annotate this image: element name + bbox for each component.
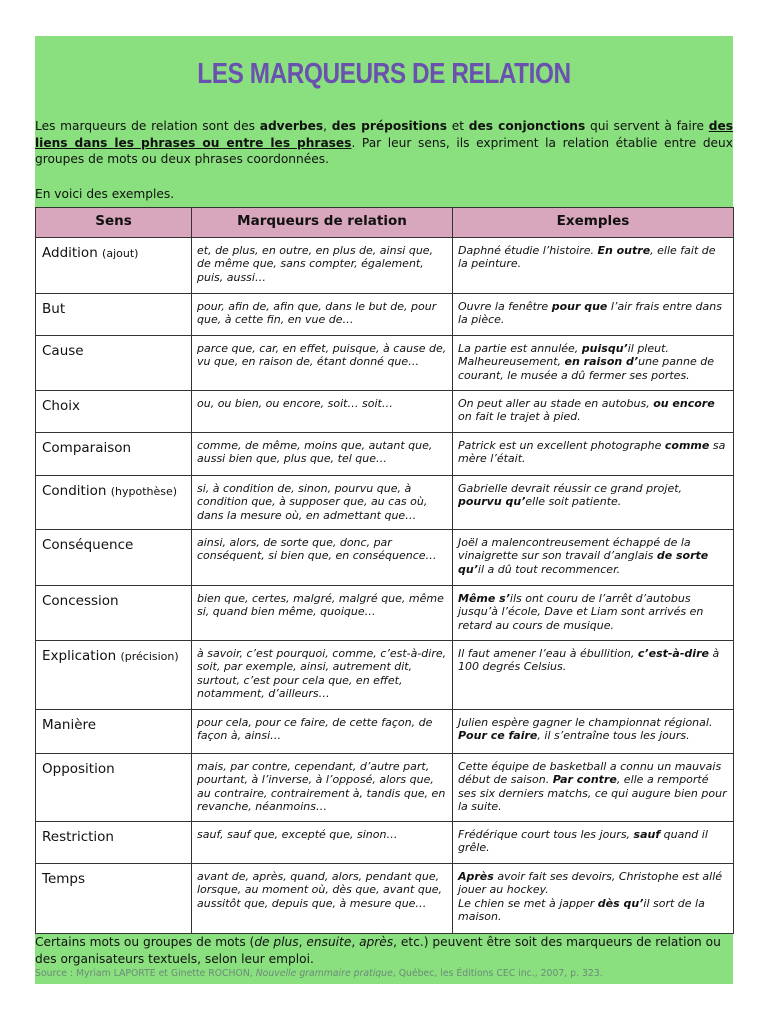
sens-label: Temps — [42, 871, 86, 887]
examples-line: En voici des exemples. — [35, 187, 175, 201]
cell-example — [453, 864, 734, 934]
example-marker: ou encore — [653, 397, 715, 410]
example-text: , il s’entraîne tous les jours. — [537, 729, 690, 743]
sens-label: Opposition — [42, 761, 115, 777]
cell-example — [453, 822, 734, 864]
footer-italic: de plus — [254, 935, 299, 949]
table-row — [36, 822, 734, 864]
example-text: il sort de la maison. — [458, 896, 705, 924]
cell-sens — [36, 294, 192, 336]
example-text: , elle a remporté ses six derniers matchs, ce qui augure bien pour la suite. — [458, 773, 727, 814]
cell-example — [453, 336, 734, 391]
sens-label: But — [42, 301, 66, 317]
example-text: Il faut amener l’eau à ébullition, — [458, 647, 638, 660]
intro-bold-adverbes: adverbes — [259, 119, 324, 133]
cell-example — [453, 238, 734, 294]
example-marker: Après — [458, 870, 494, 883]
table-row — [36, 433, 734, 476]
footer-text: , etc.) peuvent être soit des marqueurs de relation ou des organisateurs textuels, selon leur emploi. — [35, 935, 721, 966]
source-text: Source : Myriam LAPORTE et Ginette ROCHON, — [35, 968, 256, 979]
sens-note: (hypothèse) — [110, 485, 178, 498]
example-text: il a dû tout recommencer. — [477, 562, 621, 576]
cell-example — [453, 530, 734, 586]
example-marker: en raison d’ — [564, 355, 639, 369]
sens-note: (ajout) — [102, 247, 139, 260]
cell-sens — [36, 391, 192, 433]
example-marker: de sorte qu’ — [458, 549, 709, 576]
example-text: Cette équipe de basketball a connu un mauvais début de saison. — [458, 760, 722, 787]
table-row — [36, 476, 734, 530]
example-marker: comme — [664, 439, 710, 452]
cell-example — [453, 586, 734, 641]
sens-label: Cause — [42, 343, 84, 359]
sens-label: Concession — [42, 593, 119, 609]
header-exemples: Exemples — [453, 208, 734, 238]
example-text: Daphné étudie l’histoire. — [458, 244, 598, 257]
example-marker: Par contre — [552, 773, 617, 787]
cell-example — [453, 294, 734, 336]
table-row — [36, 864, 734, 934]
example-text: Frédérique court tous les jours, — [458, 828, 634, 841]
header-marqueurs: Marqueurs de relation — [192, 208, 453, 238]
intro-text: . Par leur sens, ils expriment la relation établie entre deux groupes de mots ou deux phrases coordonnées. — [35, 135, 733, 166]
table-row — [36, 586, 734, 641]
footer-text: , — [351, 935, 360, 949]
cell-sens — [36, 336, 192, 391]
table-row — [36, 530, 734, 586]
example-marker: Pour ce faire — [458, 729, 538, 743]
intro-paragraph — [35, 118, 733, 168]
intro-text: qui servent à faire — [585, 119, 709, 133]
cell-markers: mais, par contre, cependant, d’autre part, pourtant, à l’inverse, à l’opposé, alors que, au contraire, contrairement à, tandis que, en revanche, néanmoins… — [192, 754, 453, 822]
intro-bold-conjonctions: des conjonctions — [468, 119, 586, 133]
sens-label: Comparaison — [42, 440, 132, 456]
sens-label: Choix — [42, 398, 80, 414]
example-text: ils ont couru de l’arrêt d’autobus jusqu’à l’école, Dave et Liam sont arrivés en retard au cours de musique. — [458, 592, 704, 632]
cell-markers: et, de plus, en outre, en plus de, ainsi que, de même que, sans compter, également, puis, aussi… — [192, 238, 453, 294]
sens-label: Manière — [42, 717, 97, 733]
example-marker: Même s’ — [458, 592, 510, 605]
example-marker: pour que — [551, 300, 608, 313]
table-row — [36, 710, 734, 754]
cell-sens — [36, 822, 192, 864]
cell-example — [453, 754, 734, 822]
sens-label: Restriction — [42, 829, 114, 845]
cell-markers: ainsi, alors, de sorte que, donc, par conséquent, si bien que, en conséquence… — [192, 530, 453, 586]
cell-markers: comme, de même, moins que, autant que, aussi bien que, plus que, tel que… — [192, 433, 453, 476]
source-book-title: Nouvelle grammaire pratique — [255, 968, 393, 979]
table-row — [36, 754, 734, 822]
footer-italic: après — [359, 935, 394, 949]
cell-markers: ou, ou bien, ou encore, soit… soit… — [192, 391, 453, 433]
markers-table — [35, 207, 734, 934]
footer-text: , — [298, 935, 307, 949]
example-text: Patrick est un excellent photographe — [458, 439, 665, 452]
cell-example — [453, 433, 734, 476]
example-marker: c’est-à-dire — [637, 647, 709, 660]
intro-underlined: des liens dans les phrases ou entre les phrases — [35, 119, 734, 150]
example-text: à 100 degrés Celsius. — [458, 647, 720, 674]
sens-note: (précision) — [120, 650, 179, 663]
footer-text: Certains mots ou groupes de mots ( — [35, 935, 255, 949]
table-row — [36, 641, 734, 710]
example-text: Julien espère gagner le championnat régional. — [458, 716, 713, 729]
cell-markers: si, à condition de, sinon, pourvu que, à condition que, à supposer que, au cas où, dans la mesure où, en admettant que… — [192, 476, 453, 530]
cell-sens — [36, 433, 192, 476]
example-text: quand il grêle. — [458, 828, 708, 855]
example-text: La partie est annulée, — [458, 342, 582, 355]
sens-label: Addition — [42, 245, 98, 261]
cell-example — [453, 476, 734, 530]
table-row — [36, 294, 734, 336]
page-title: LES MARQUEURS DE RELATION — [197, 58, 571, 90]
example-text: l’air frais entre dans la pièce. — [458, 300, 722, 327]
example-text: on fait le trajet à pied. — [458, 410, 581, 424]
example-text: avoir fait ses devoirs, Christophe est allé jouer au hockey. — [458, 870, 723, 897]
cell-markers: parce que, car, en effet, puisque, à cause de, vu que, en raison de, étant donné que… — [192, 336, 453, 391]
sens-label: Condition — [42, 483, 107, 499]
header-sens: Sens — [36, 208, 192, 238]
table-row — [36, 238, 734, 294]
table-body — [36, 238, 734, 934]
source-text: , Québec, les Éditions CEC inc., 2007, p. 323. — [392, 968, 603, 979]
cell-sens — [36, 641, 192, 710]
cell-sens — [36, 238, 192, 294]
cell-sens — [36, 710, 192, 754]
cell-example — [453, 641, 734, 710]
table-row — [36, 336, 734, 391]
cell-markers: pour cela, pour ce faire, de cette façon, de façon à, ainsi… — [192, 710, 453, 754]
example-marker: pourvu qu’ — [458, 495, 526, 509]
cell-sens — [36, 586, 192, 641]
source-citation — [35, 968, 603, 979]
example-marker: puisqu’ — [581, 342, 628, 355]
cell-markers: à savoir, c’est pourquoi, comme, c’est-à-dire, soit, par exemple, ainsi, autrement dit, surtout, c’est pour cela que, en effet, notamment, d’ailleurs… — [192, 641, 453, 710]
example-text: Ouvre la fenêtre — [458, 300, 552, 313]
example-text: Le chien se met à japper — [458, 896, 598, 910]
document-sheet — [35, 36, 733, 984]
sens-label: Conséquence — [42, 537, 134, 553]
example-text: , elle fait de la peinture. — [458, 244, 716, 271]
cell-markers: bien que, certes, malgré, malgré que, même si, quand bien même, quoique… — [192, 586, 453, 641]
footer-italic: ensuite — [306, 935, 352, 949]
example-marker: En outre — [597, 244, 651, 257]
cell-sens — [36, 476, 192, 530]
footer-note — [35, 934, 733, 967]
example-text: il pleut. Malheureusement, — [458, 342, 669, 369]
table-row — [36, 391, 734, 433]
example-marker: dès qu’ — [597, 896, 644, 910]
example-text: elle soit patiente. — [525, 495, 622, 509]
cell-markers: avant de, après, quand, alors, pendant que, lorsque, au moment où, dès que, avant que, aussitôt que, depuis que, à mesure que… — [192, 864, 453, 934]
sens-label: Explication — [42, 648, 117, 664]
example-text: On peut aller au stade en autobus, — [458, 397, 654, 410]
example-text: une panne de courant, le musée a dû fermer ses portes. — [458, 355, 714, 382]
intro-text: et — [447, 119, 469, 133]
cell-sens — [36, 754, 192, 822]
intro-bold-prepositions: des prépositions — [331, 119, 447, 133]
table-header-row — [36, 208, 734, 238]
cell-example — [453, 391, 734, 433]
example-text: Joël a malencontreusement échappé de la vinaigrette sur son travail d’anglais — [458, 536, 691, 563]
cell-sens — [36, 530, 192, 586]
intro-text: , — [323, 119, 332, 133]
cell-sens — [36, 864, 192, 934]
cell-example — [453, 710, 734, 754]
example-text: sa mère l’était. — [458, 439, 726, 466]
cell-markers: pour, afin de, afin que, dans le but de, pour que, à cette fin, en vue de… — [192, 294, 453, 336]
cell-markers: sauf, sauf que, excepté que, sinon… — [192, 822, 453, 864]
example-text: Gabrielle devrait réussir ce grand projet, — [458, 482, 683, 495]
intro-text: Les marqueurs de relation sont des — [35, 119, 260, 133]
example-marker: sauf — [633, 828, 661, 841]
